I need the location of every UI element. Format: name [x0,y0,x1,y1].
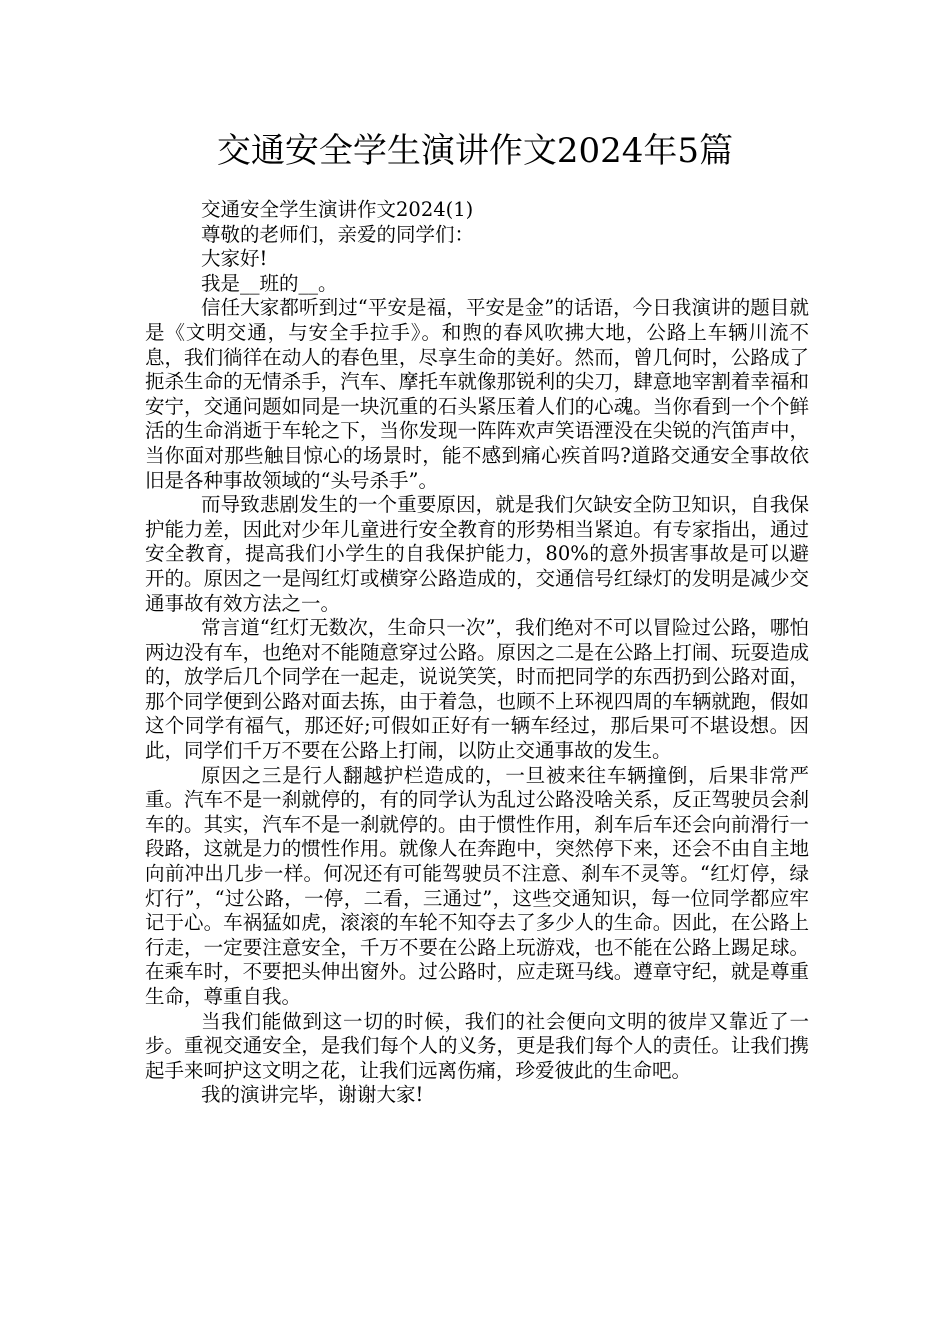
closing-line: 我的演讲完毕，谢谢大家! [201,1083,424,1107]
greeting: 大家好! [201,247,268,271]
body-paragraph: 信任大家都听到过“平安是福，平安是金”的话语，今日我演讲的题目就是《文明交通，与安全手拉手》。和煦的春风吹拂大地，公路上车辆川流不息，我们徜徉在动人的春色里，尽享生命的美好。然而，曾几何时，公路成了扼杀生命的无情杀手，汽车、摩托车就像那锐利的尖刀，肆意地宰割着幸福和安宁，交通问题如同是一块沉重的石头紧压着人们的心魂。当你看到一个个鲜活的生命消逝于车轮之下，当你发现一阵阵欢声笑语湮没在尖锐的汽笛声中，当你面对那些触目惊心的场景时，能不感到痛心疾首吗?道路交通安全事故依旧是各种事故领域的“头号杀手”。 [145,296,809,492]
document-body [145,198,809,1108]
salutation: 尊敬的老师们，亲爱的同学们： [201,222,475,246]
body-paragraph: 原因之三是行人翻越护栏造成的，一旦被来往车辆撞倒，后果非常严重。汽车不是一刹就停的，有的同学认为乱过公路没啥关系，反正驾驶员会刹车的。其实，汽车不是一刹就停的。由于惯性作用，刹车后车还会向前滑行一段路，这就是力的惯性作用。就像人在奔跑中，突然停下来，还会不由自主地向前冲出几步一样。何况还有可能驾驶员不注意、刹车不灵等。“红灯停，绿灯行”，“过公路，一停，二看，三通过”，这些交通知识，每一位同学都应牢记于心。车祸猛如虎，滚滚的车轮不知夺去了多少人的生命。因此，在公路上行走，一定要注意安全，千万不要在公路上玩游戏，也不能在公路上踢足球。在乘车时，不要把头伸出窗外。过公路时，应走斑马线。遵章守纪，就是尊重生命，尊重自我。 [145,763,809,1008]
body-paragraph: 常言道“红灯无数次，生命只一次”，我们绝对不可以冒险过公路，哪怕两边没有车，也绝对不能随意穿过公路。原因之二是在公路上打闹、玩耍造成的，放学后几个同学在一起走，说说笑笑，时而把同学的东西扔到公路对面，那个同学便到公路对面去拣，由于着急，也顾不上环视四周的车辆就跑，假如这个同学有福气，那还好;可假如正好有一辆车经过，那后果可不堪设想。因此，同学们千万不要在公路上打闹，以防止交通事故的发生。 [145,616,809,763]
body-paragraph: 而导致悲剧发生的一个重要原因，就是我们欠缺安全防卫知识，自我保护能力差，因此对少年儿童进行安全教育的形势相当紧迫。有专家指出，通过安全教育，提高我们小学生的自我保护能力，80%的意外损害事故是可以避开的。原因之一是闯红灯或横穿公路造成的，交通信号红绿灯的发明是减少交通事故有效方法之一。 [145,493,809,615]
document-title: 交通安全学生演讲作文2024年5篇 [216,131,734,171]
body-paragraph: 当我们能做到这一切的时候，我们的社会便向文明的彼岸又靠近了一步。重视交通安全，是我们每个人的义务，更是我们每个人的责任。让我们携起手来呵护这文明之花，让我们远离伤痛，珍爱彼此的生命吧。 [145,1009,809,1082]
section-heading: 交通安全学生演讲作文2024(1) [201,198,474,221]
self-introduction: 我是__班的__。 [201,271,338,295]
